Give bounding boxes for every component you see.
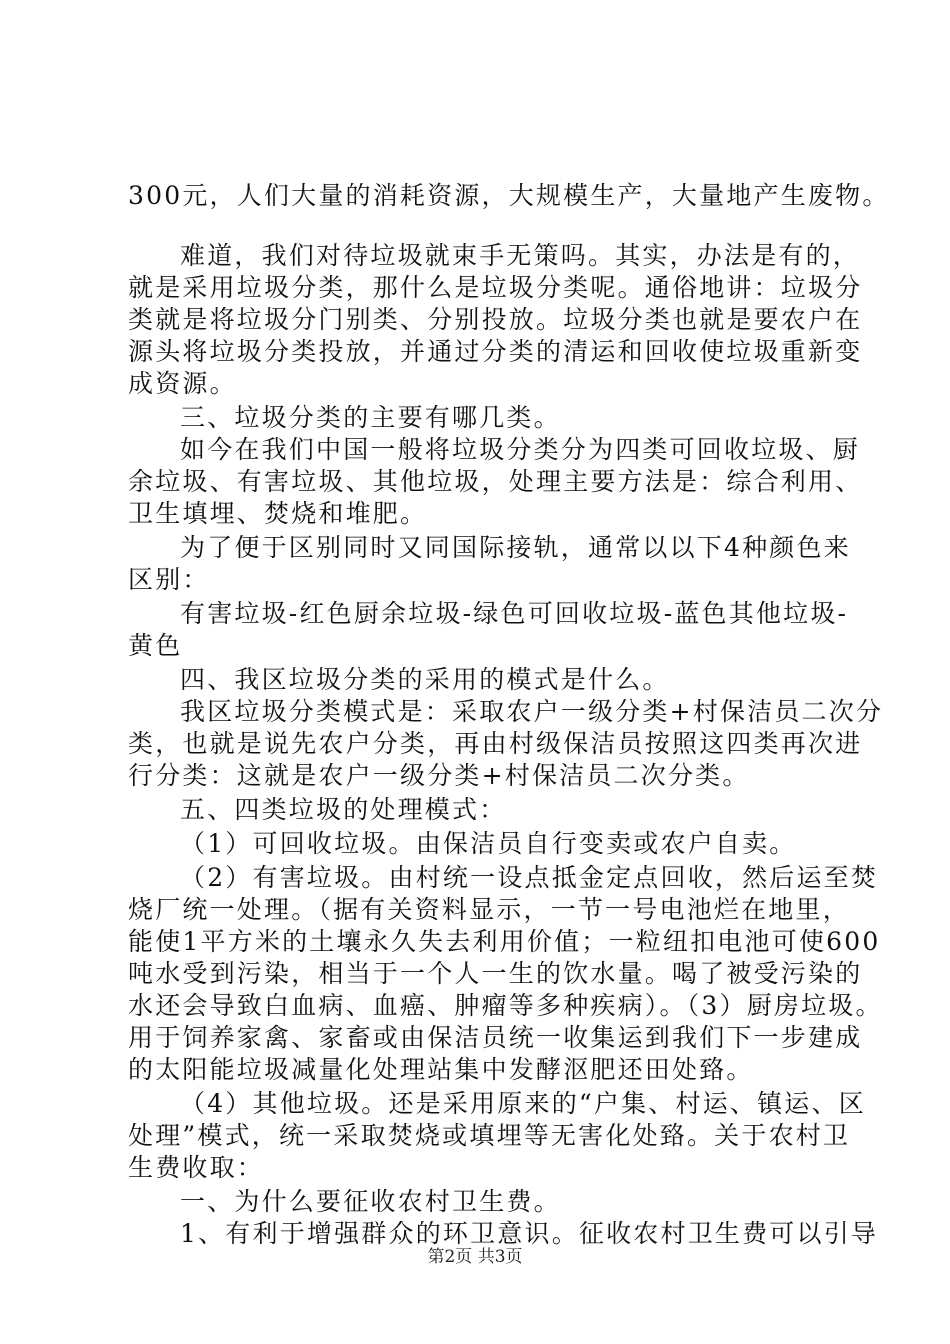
text-line: 300元，人们大量的消耗资源，大规模生产，大量地产生废物。: [128, 181, 890, 210]
text-line: 源头将垃圾分类投放，并通过分类的清运和回收使垃圾重新变: [128, 337, 863, 366]
text-line: 区别：: [128, 565, 210, 594]
text-line: 水还会导致白血病、血癌、肿瘤等多种疾病）。（3）厨房垃圾。: [128, 991, 883, 1020]
text-line: 类，也就是说先农户分类，再由村级保洁员按照这四类再次进: [128, 729, 863, 758]
text-line: 难道，我们对待垃圾就束手无策吗。其实，办法是有的，: [180, 241, 861, 270]
text-line: （1）可回收垃圾。由保洁员自行变卖或农户自卖。: [180, 829, 797, 858]
text-line: 类就是将垃圾分门别类、分别投放。垃圾分类也就是要农户在: [128, 305, 863, 334]
text-line: 1、有利于增强群众的环卫意识。征收农村卫生费可以引导: [180, 1219, 879, 1248]
text-line: 黄色: [128, 631, 183, 660]
text-line: 能使1平方米的土壤永久失去利用价值；一粒纽扣电池可使600: [128, 927, 881, 956]
section-heading: 五、四类垃圾的处理模式：: [180, 795, 507, 824]
text-line: 余垃圾、有害垃圾、其他垃圾，处理主要方法是：综合利用、: [128, 467, 863, 496]
page-footer: 第2页 共3页: [427, 1247, 523, 1267]
text-line: 用于饲养家禽、家畜或由保洁员统一收集运到我们下一步建成: [128, 1023, 863, 1052]
text-line: 行分类：这就是农户一级分类+村保洁员二次分类。: [128, 761, 750, 790]
text-line: 烧厂统一处理。（据有关资料显示，一节一号电池烂在地里，: [128, 895, 850, 924]
text-line: 就是采用垃圾分类，那什么是垃圾分类呢。通俗地讲：垃圾分: [128, 273, 863, 302]
text-line: 为了便于区别同时又同国际接轨，通常以以下4种颜色来: [180, 533, 851, 562]
text-line: 的太阳能垃圾减量化处理站集中发酵沤肥还田处臵。: [128, 1055, 754, 1084]
text-line: 有害垃圾-红色厨余垃圾-绿色可回收垃圾-蓝色其他垃圾-: [180, 599, 849, 628]
section-heading: 三、垃圾分类的主要有哪几类。: [180, 403, 561, 432]
section-heading: 一、为什么要征收农村卫生费。: [180, 1187, 561, 1216]
text-line: 如今在我们中国一般将垃圾分类分为四类可回收垃圾、厨: [180, 435, 861, 464]
text-line: 我区垃圾分类模式是：采取农户一级分类+村保洁员二次分: [180, 697, 884, 726]
text-line: 生费收取：: [128, 1153, 265, 1182]
text-line: 成资源。: [128, 369, 237, 398]
text-line: 卫生填埋、焚烧和堆肥。: [128, 499, 428, 528]
text-line: 处理”模式，统一采取焚烧或填埋等无害化处臵。关于农村卫: [128, 1121, 851, 1150]
text-line: （2）有害垃圾。由村统一设点抵金定点回收，然后运至焚: [180, 863, 879, 892]
section-heading: 四、我区垃圾分类的采用的模式是什么。: [180, 665, 670, 694]
text-line: （4）其他垃圾。还是采用原来的“户集、村运、镇运、区: [180, 1089, 866, 1118]
text-line: 吨水受到污染，相当于一个人一生的饮水量。喝了被受污染的: [128, 959, 863, 988]
